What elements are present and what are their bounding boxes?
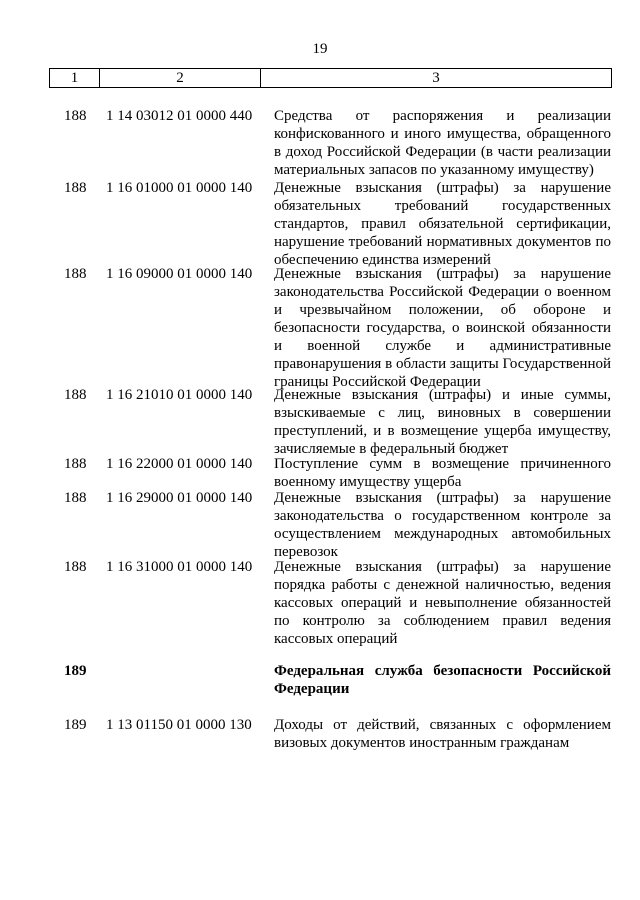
- admin-code: 188: [64, 559, 87, 575]
- revenue-description: Денежные взыскания (штрафы) и иные суммы, взыскиваемые с лиц, виновных в совершении преступлений, и в возмещение ущерба имуществу, зачисляемые в федеральный бюджет: [274, 387, 611, 457]
- section-heading: Федеральная служба безопасности Российской Федерации: [274, 663, 611, 697]
- revenue-description: Денежные взыскания (штрафы) за нарушение законодательства Российской Федерации о военном и чрезвычайном положении, об обороне и безопасности государства, о воинской обязанности и военной службе и административные правонарушения в области защиты Государственной границы Российской Федерации: [274, 266, 611, 390]
- column-header-1: 1: [50, 69, 100, 88]
- revenue-description: Денежные взыскания (штрафы) за нарушение законодательства о государственном контроле за осуществлением международных автомобильных перевозок: [274, 490, 611, 560]
- classification-code: 1 16 21010 01 0000 140: [106, 387, 253, 403]
- admin-code: 188: [64, 108, 87, 124]
- admin-code: 188: [64, 180, 87, 196]
- admin-code: 188: [64, 490, 87, 506]
- classification-code: 1 16 09000 01 0000 140: [106, 266, 253, 282]
- admin-code: 189: [64, 717, 87, 733]
- admin-code: 188: [64, 266, 87, 282]
- admin-code: 188: [64, 387, 87, 403]
- classification-code: 1 16 29000 01 0000 140: [106, 490, 253, 506]
- admin-code: 188: [64, 456, 87, 472]
- classification-code: 1 14 03012 01 0000 440: [106, 108, 253, 124]
- classification-code: 1 16 31000 01 0000 140: [106, 559, 253, 575]
- admin-code: 189: [64, 663, 87, 679]
- revenue-description: Поступление сумм в возмещение причиненного военному имуществу ущерба: [274, 456, 611, 490]
- revenue-description: Средства от распоряжения и реализации конфискованного и иного имущества, обращенного в доход Российской Федерации (в части реализации материальных запасов по указанному имуществу): [274, 108, 611, 178]
- revenue-description: Доходы от действий, связанных с оформлением визовых документов иностранным гражданам: [274, 717, 611, 751]
- classification-code: 1 16 01000 01 0000 140: [106, 180, 253, 196]
- page-number: 19: [312, 41, 328, 57]
- classification-code: 1 16 22000 01 0000 140: [106, 456, 253, 472]
- revenue-description: Денежные взыскания (штрафы) за нарушение порядка работы с денежной наличностью, ведения кассовых операций и невыполнение обязанностей по контролю за соблюдением правил ведения кассовых операций: [274, 559, 611, 647]
- table-header: [49, 68, 612, 88]
- revenue-description: Денежные взыскания (штрафы) за нарушение обязательных требований государственных стандартов, правил обязательной сертификации, нарушение требований нормативных документов по обеспечению единства измерений: [274, 180, 611, 268]
- column-header-2: 2: [100, 69, 261, 88]
- classification-code: 1 13 01150 01 0000 130: [106, 717, 252, 733]
- column-header-3: 3: [261, 69, 612, 88]
